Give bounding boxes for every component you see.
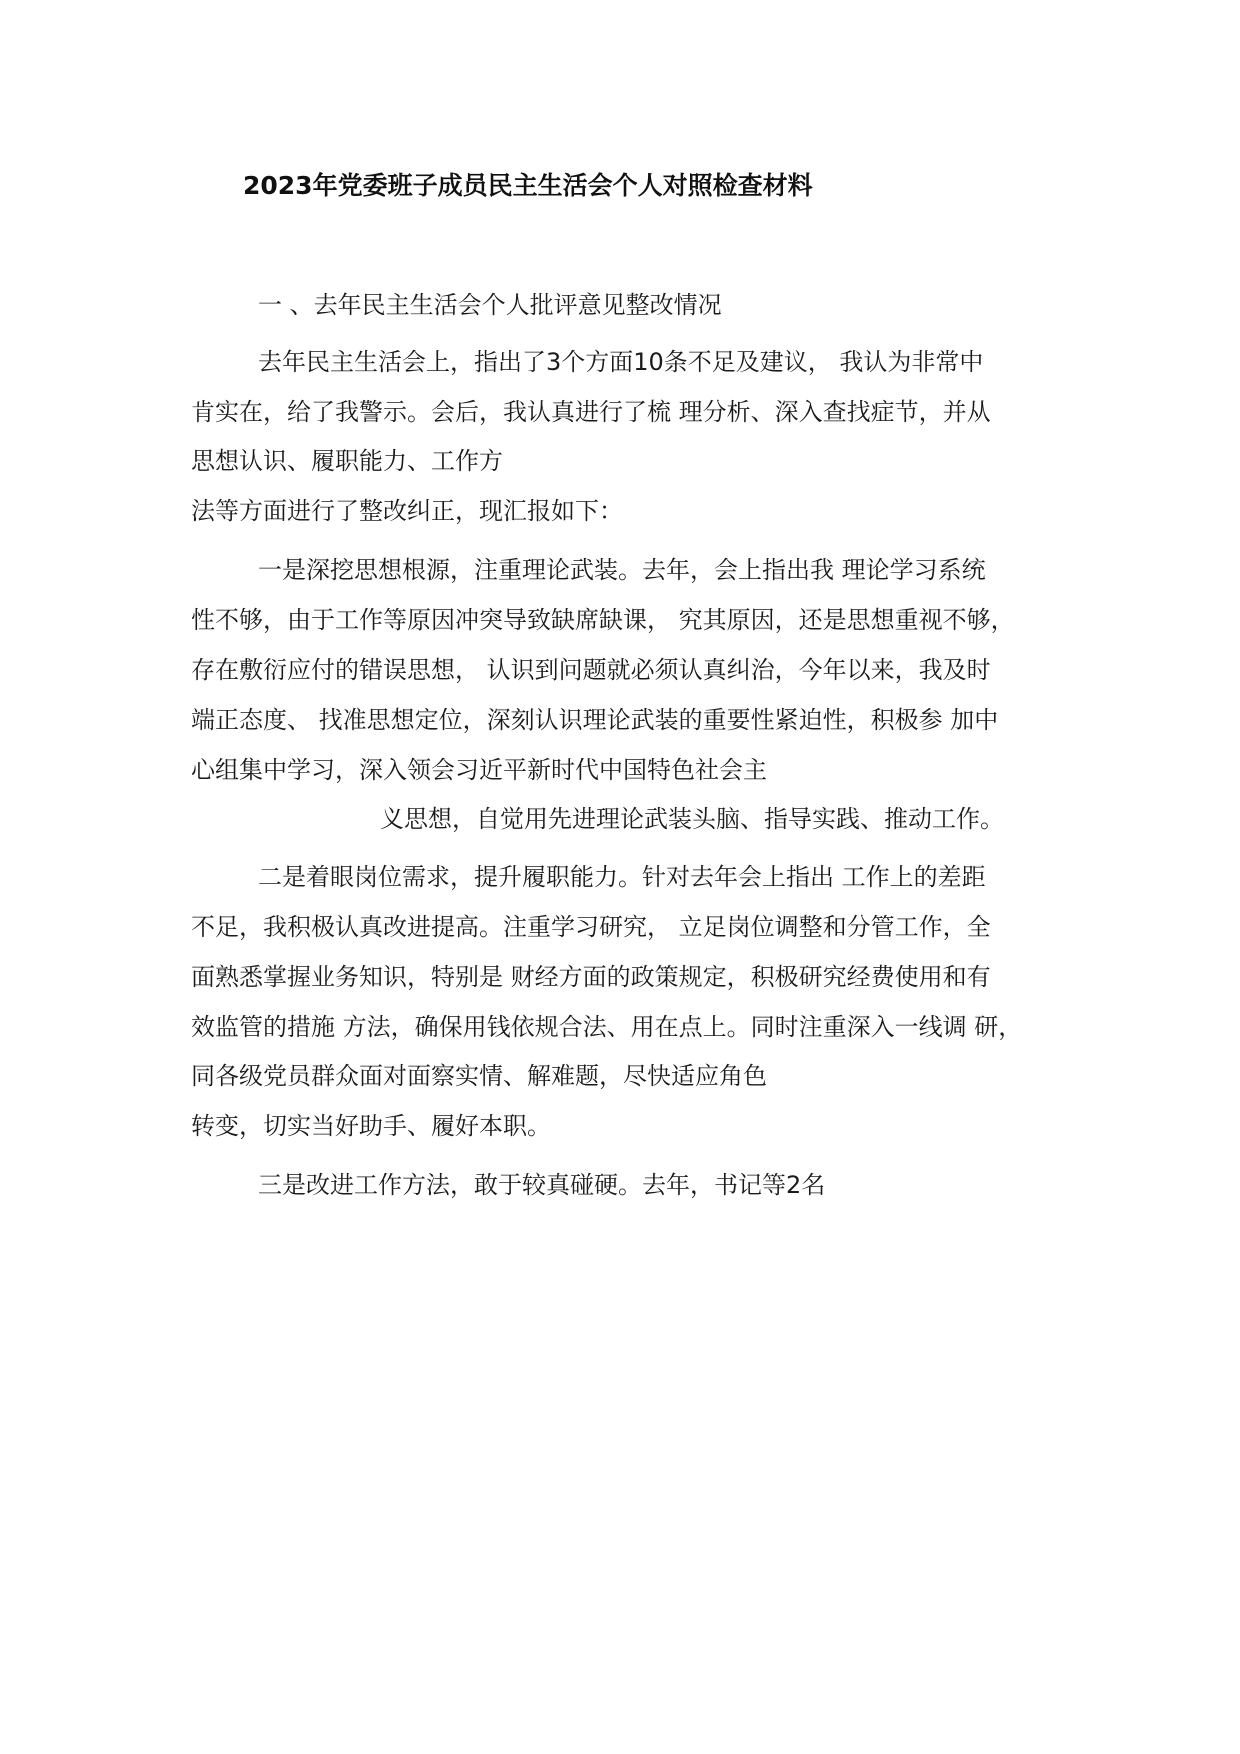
paragraph-line: 转变，切实当好助手、履好本职。 (191, 1112, 551, 1140)
document-title: 2023年党委班子成员民主生活会个人对照检查材料 (243, 171, 813, 200)
paragraph-line: 思想认识、履职能力、工作方 (191, 447, 503, 475)
paragraph-line: 法等方面进行了整改纠正，现汇报如下： (191, 497, 623, 525)
paragraph-line: 去年民主生活会上，指出了3个方面10条不足及建议， 我认为非常中 (258, 348, 984, 376)
section-heading: 一 、去年民主生活会个人批评意见整改情况 (258, 291, 722, 319)
paragraph-line: 面熟悉掌握业务知识，特别是 财经方面的政策规定，积极研究经费使用和有 (191, 963, 991, 991)
paragraph-line: 不足，我积极认真改进提高。注重学习研究， 立足岗位调整和分管工作，全 (191, 913, 991, 941)
paragraph-line: 端正态度、 找准思想定位，深刻认识理论武装的重要性紧迫性，积极参 加中 (191, 706, 999, 734)
paragraph-line: 一是深挖思想根源，注重理论武装。去年，会上指出我 理论学习系统 (258, 556, 986, 584)
paragraph-line: 性不够，由于工作等原因冲突导致缺席缺课， 究其原因，还是思想重视不够， (191, 606, 1015, 634)
paragraph-line: 存在敷衍应付的错误思想， 认识到问题就必须认真纠治，今年以来，我及时 (191, 656, 991, 684)
paragraph-line: 义思想，自觉用先进理论武装头脑、指导实践、推动工作。 (380, 805, 1004, 833)
paragraph-line: 效监管的措施 方法，确保用钱依规合法、用在点上。同时注重深入一线调 研， (191, 1013, 1023, 1041)
paragraph-line: 三是改进工作方法，敢于较真碰硬。去年，书记等2名 (258, 1171, 826, 1199)
paragraph-line: 同各级党员群众面对面察实情、解难题，尽快适应角色 (191, 1062, 767, 1090)
paragraph-line: 二是着眼岗位需求，提升履职能力。针对去年会上指出 工作上的差距 (258, 863, 986, 891)
paragraph-line: 肯实在，给了我警示。会后，我认真进行了梳 理分析、深入查找症节，并从 (191, 398, 991, 426)
paragraph-line: 心组集中学习，深入领会习近平新时代中国特色社会主 (191, 756, 767, 784)
